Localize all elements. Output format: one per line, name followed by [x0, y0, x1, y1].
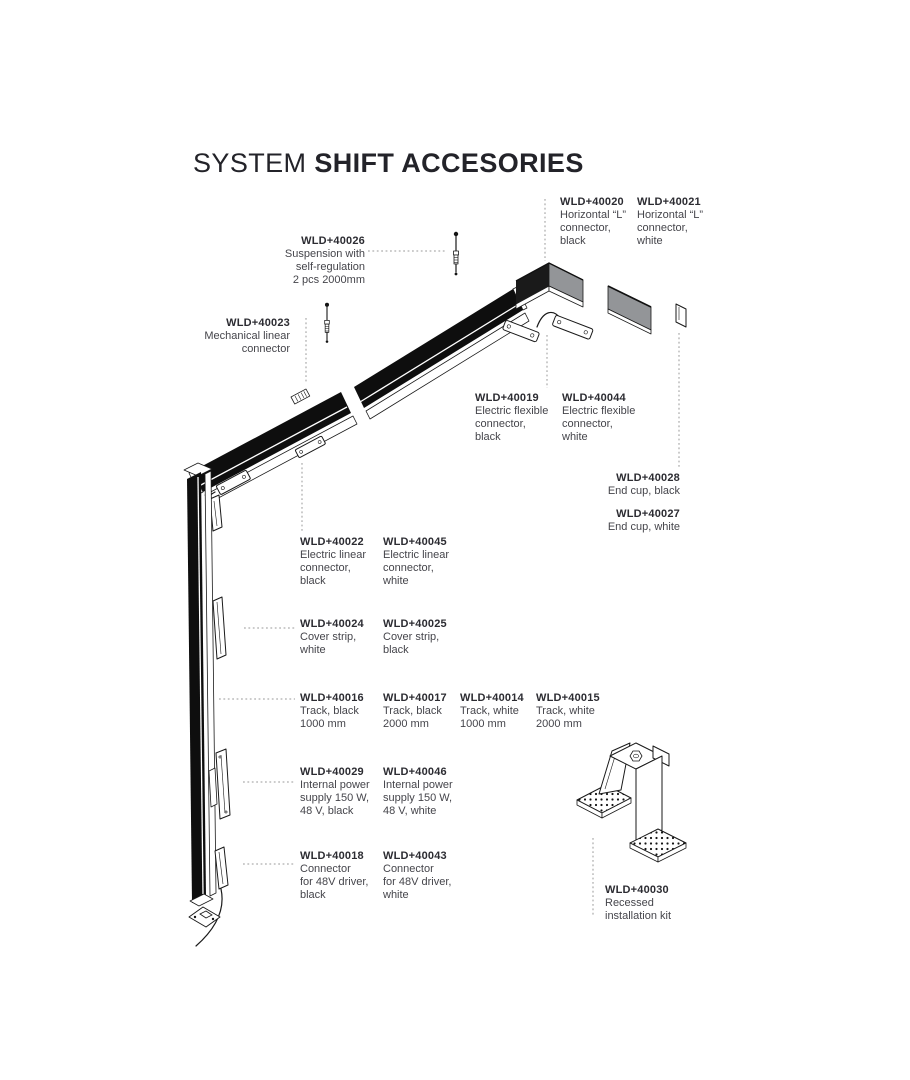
part-desc-line: white	[562, 431, 588, 443]
part-desc-line: Track, black	[300, 705, 359, 717]
part-desc-line: connector,	[560, 222, 611, 234]
part-desc-line: Internal power	[300, 779, 370, 791]
part-label-wld-40018	[300, 850, 368, 902]
page-title-bold: SHIFT ACCESORIES	[314, 148, 584, 178]
part-desc-line: black	[560, 235, 586, 247]
part-desc-line: Connector	[383, 863, 434, 875]
part-desc-line: Recessed	[605, 897, 654, 909]
part-label-wld-40044	[562, 392, 635, 444]
part-desc-line: Track, white	[460, 705, 519, 717]
part-code: WLD+40027	[616, 508, 680, 520]
part-code: WLD+40028	[616, 472, 680, 484]
part-desc-line: Cover strip,	[300, 631, 357, 643]
part-label-wld-40023	[204, 317, 290, 356]
part-desc-line: Electric flexible	[562, 405, 636, 417]
part-code: WLD+40018	[300, 850, 364, 862]
part-label-wld-40015	[536, 692, 600, 731]
part-label-wld-40030	[605, 884, 671, 923]
part-desc-line: End cup, white	[607, 521, 680, 533]
part-label-wld-40017	[383, 692, 447, 731]
part-code: WLD+40022	[300, 536, 364, 548]
part-code: WLD+40045	[383, 536, 447, 548]
part-desc-line: End cup, black	[607, 485, 680, 497]
part-code: WLD+40020	[560, 196, 624, 208]
part-desc-line: 48 V, white	[383, 805, 437, 817]
part-label-wld-40020	[560, 196, 626, 248]
part-label-wld-40022	[300, 536, 366, 588]
part-desc-line: for 48V driver,	[383, 876, 452, 888]
part-label-wld-40043	[383, 850, 451, 902]
part-label-wld-40016	[300, 692, 364, 731]
part-code: WLD+40044	[562, 392, 626, 404]
part-desc-line: supply 150 W,	[383, 792, 453, 804]
page-title-regular: SYSTEM	[193, 148, 315, 178]
part-code: WLD+40026	[301, 235, 365, 247]
part-desc-line: white	[383, 575, 409, 587]
part-desc-line: self-regulation	[295, 261, 365, 273]
part-code: WLD+40029	[300, 766, 364, 778]
part-desc-line: Electric linear	[383, 549, 450, 561]
part-code: WLD+40014	[460, 692, 524, 704]
part-desc-line: 2000 mm	[383, 718, 429, 730]
part-desc-line: 2 pcs 2000mm	[292, 274, 365, 286]
part-desc-line: connector,	[383, 562, 434, 574]
part-label-wld-40045	[383, 536, 449, 588]
part-desc-line: Mechanical linear	[204, 330, 290, 342]
part-label-wld-40024	[300, 618, 364, 657]
part-desc-line: Electric flexible	[475, 405, 549, 417]
part-desc-line: Internal power	[383, 779, 453, 791]
part-label-wld-40028	[608, 472, 680, 498]
part-desc-line: black	[475, 431, 501, 443]
part-label-wld-40019	[475, 392, 548, 444]
part-desc-line: black	[300, 575, 326, 587]
part-label-wld-40025	[383, 618, 447, 657]
part-desc-line: white	[637, 235, 663, 247]
part-desc-line: connector,	[562, 418, 613, 430]
part-desc-line: Cover strip,	[383, 631, 440, 643]
part-code: WLD+40043	[383, 850, 447, 862]
part-label-wld-40046	[383, 766, 453, 818]
part-desc-line: 1000 mm	[460, 718, 506, 730]
part-code: WLD+40023	[226, 317, 290, 329]
part-desc-line: for 48V driver,	[300, 876, 369, 888]
part-desc-line: 1000 mm	[300, 718, 346, 730]
part-desc-line: Track, white	[536, 705, 595, 717]
part-desc-line: Horizontal “L”	[637, 209, 704, 221]
part-label-wld-40014	[460, 692, 524, 731]
part-desc-line: connector,	[637, 222, 688, 234]
part-code: WLD+40046	[383, 766, 447, 778]
part-desc-line: white	[383, 889, 409, 901]
part-desc-line: Horizontal “L”	[560, 209, 627, 221]
part-desc-line: supply 150 W,	[300, 792, 370, 804]
part-desc-line: Connector	[300, 863, 351, 875]
part-code: WLD+40015	[536, 692, 600, 704]
part-label-wld-40027	[608, 508, 680, 534]
part-code: WLD+40017	[383, 692, 447, 704]
part-label-wld-40021	[637, 196, 703, 248]
part-code: WLD+40016	[300, 692, 364, 704]
part-label-wld-40029	[300, 766, 370, 818]
part-desc-line: Electric linear	[300, 549, 367, 561]
part-desc-line: black	[300, 889, 326, 901]
part-code: WLD+40030	[605, 884, 669, 896]
part-desc-line: white	[300, 644, 326, 656]
part-desc-line: Suspension with	[284, 248, 365, 260]
part-desc-line: 48 V, black	[300, 805, 354, 817]
part-desc-line: Track, black	[383, 705, 442, 717]
part-code: WLD+40024	[300, 618, 364, 630]
part-label-wld-40026	[285, 235, 365, 287]
part-desc-line: installation kit	[605, 910, 672, 922]
part-desc-line: connector,	[300, 562, 351, 574]
part-code: WLD+40019	[475, 392, 539, 404]
part-desc-line: black	[383, 644, 409, 656]
part-desc-line: 2000 mm	[536, 718, 582, 730]
part-code: WLD+40021	[637, 196, 701, 208]
part-code: WLD+40025	[383, 618, 447, 630]
part-desc-line: connector,	[475, 418, 526, 430]
part-desc-line: connector	[241, 343, 290, 355]
